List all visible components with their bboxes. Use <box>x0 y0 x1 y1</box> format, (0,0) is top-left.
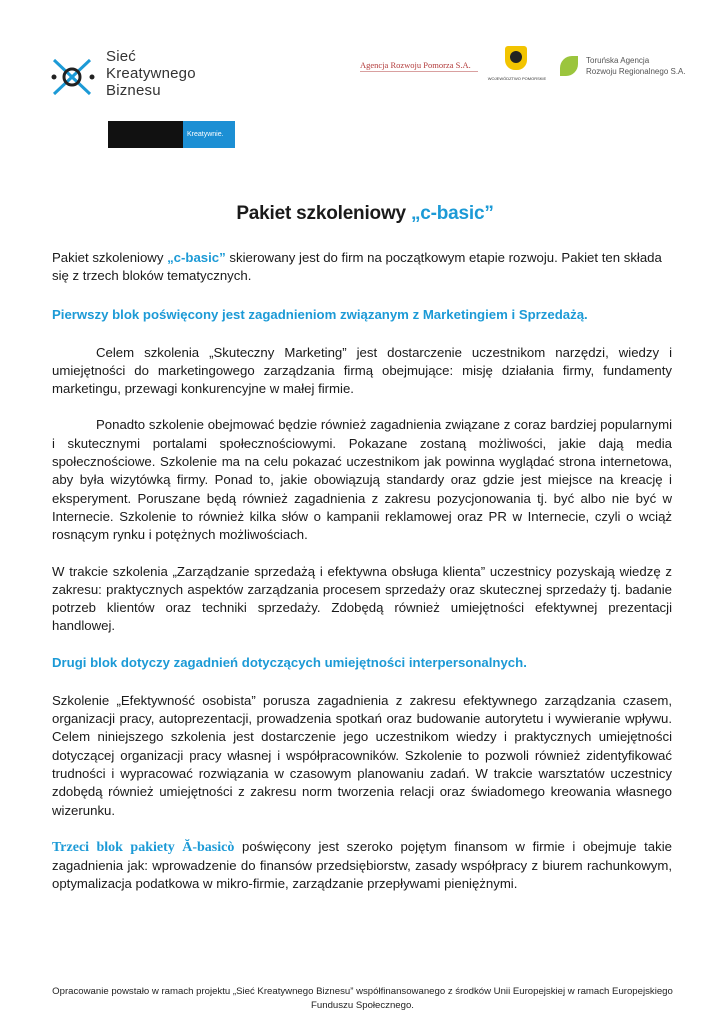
page-title <box>52 203 672 225</box>
footer-note: Opracowanie powstało w ramach projektu „Sieć Kreatywnego Biznesu” współfinansowanego z środków Unii Europejskiej w ramach Europejskiego Funduszu Społecznego. <box>52 986 673 1011</box>
kreatywnie-banner <box>108 121 235 148</box>
torun-line-2: Rozwoju Regionalnego S.A. <box>586 67 686 76</box>
block-1-heading: Pierwszy blok poświęcony jest zagadnieniom związanym z Marketingiem i Sprzedażą. <box>52 306 588 322</box>
paragraph-social-media: Ponadto szkolenie obejmować będzie również zagadnienia związane z coraz bardziej popularnymi i skutecznymi portalami społecznościowymi. Pokazane zostaną możliwości, jakie dają media społecznościowe. Szkolenie ma na celu pokazać uczestnikom jak powinna wyglądać strona internetowa, aby była wizytówką firmy. Ponad to, jakie obowiązują standardy oraz gdzie jest miejsce na kreację i eksperyment. Poruszane będą również zagadnienia z zakresu pozycjonowania tj. być albo nie być w Internecie. Szkolenie to również kilka słów o kampanii reklamowej oraz PR w Internecie, czyli o wciąż rosnącym rynku i potężnych możliwościach. <box>52 417 672 543</box>
document-body <box>52 203 672 894</box>
griffin-shield-icon <box>505 46 527 70</box>
intro-prefix: Pakiet szkoleniowy <box>52 250 168 265</box>
document-header <box>0 0 725 160</box>
arp-label: Agencja Rozwoju Pomorza S.A. <box>360 60 471 70</box>
logo-line-2: Kreatywnego <box>106 65 196 82</box>
logo-line-3: Biznesu <box>106 82 161 99</box>
intro-paragraph <box>52 249 672 286</box>
intro-accent: „c-basic” <box>167 250 226 265</box>
network-icon <box>50 54 96 100</box>
title-prefix: Pakiet szkoleniowy <box>236 203 411 224</box>
agencja-rozwoju-pomorza-logo <box>360 60 478 78</box>
block-3-lead: Trzeci blok pakiety Ă-basicò <box>52 839 235 855</box>
paragraph-efficiency: Szkolenie „Efektywność osobista” porusza zagadnienia z zakresu efektywnego zarządzania czasem, organizacji pracy, autoprezentacji, prowadzenia spotkań oraz budowanie autorytetu i wywieranie wpływu. Celem niniejszego szkolenia jest dostarczenie jego uczestnikom wiedzy i praktycznych umiejętności dotyczącej organizacji pracy własnej i współpracowników. Szkolenie to pozwoli również zidentyfikować trudności i wypracować rozwiązania w czasowym planowaniu zadań. W trakcie warsztatów uczestnicy zdobędą również umiejętności z zakresu norm tworzenia relacji oraz świadomego kreowania własnego wizerunku. <box>52 692 672 818</box>
torunska-agencja-logo <box>560 53 690 79</box>
title-accent: „c-basic” <box>410 203 494 224</box>
paragraph-marketing: Celem szkolenia „Skuteczny Marketing” jest dostarczenie uczestnikom narzędzi, wiedzy i umiejętności do marketingowego zarządzania firmą obejmujące: misję działania firmy, fundamenty marketingu, przewagi konkurencyjne w małej firmie. <box>52 344 672 397</box>
logo-line-1: Sieć <box>106 48 136 65</box>
block-3-text: poświęcony jest szeroko pojętym finansom w firmie i obejmuje takie zagadnienia jak: wprowadzenie do finansów przedsiębiorstw, zasady współpracy z biurem rachunkowym, optymalizacja podatkowa w mikro-firmie, zarządzanie przepływami pieniężnymi. <box>52 838 672 892</box>
wojewodztwo-pomorskie-logo <box>487 46 547 86</box>
leaf-icon <box>560 56 578 76</box>
paragraph-sales: W trakcie szkolenia „Zarządzanie sprzedażą i efektywna obsługa klienta” uczestnicy pozyskają wiedzę z zakresu: praktycznych aspektów zarządzania procesem sprzedaży oraz skutecznej sprzedaży tj. badanie potrzeb klientów oraz techniki sprzedaży. Zdobędą również umiejętności efektywnej prezentacji handlowej. <box>52 563 672 634</box>
intro-suffix: skierowany jest do firm na początkowym etapie rozwoju. Pakiet ten składa się z trzech bloków tematycznych. <box>52 250 662 284</box>
siec-kreatywnego-biznesu-logo <box>50 48 196 104</box>
kreatywnie-label: Kreatywnie. <box>183 121 235 148</box>
pomorskie-label: WOJEWÓDZTWO POMORSKIE <box>487 76 547 81</box>
paragraph-finance <box>52 838 672 894</box>
torun-line-1: Toruńska Agencja <box>586 56 650 65</box>
block-2-heading: Drugi blok dotyczy zagadnień dotyczących umiejętności interpersonalnych. <box>52 654 527 670</box>
